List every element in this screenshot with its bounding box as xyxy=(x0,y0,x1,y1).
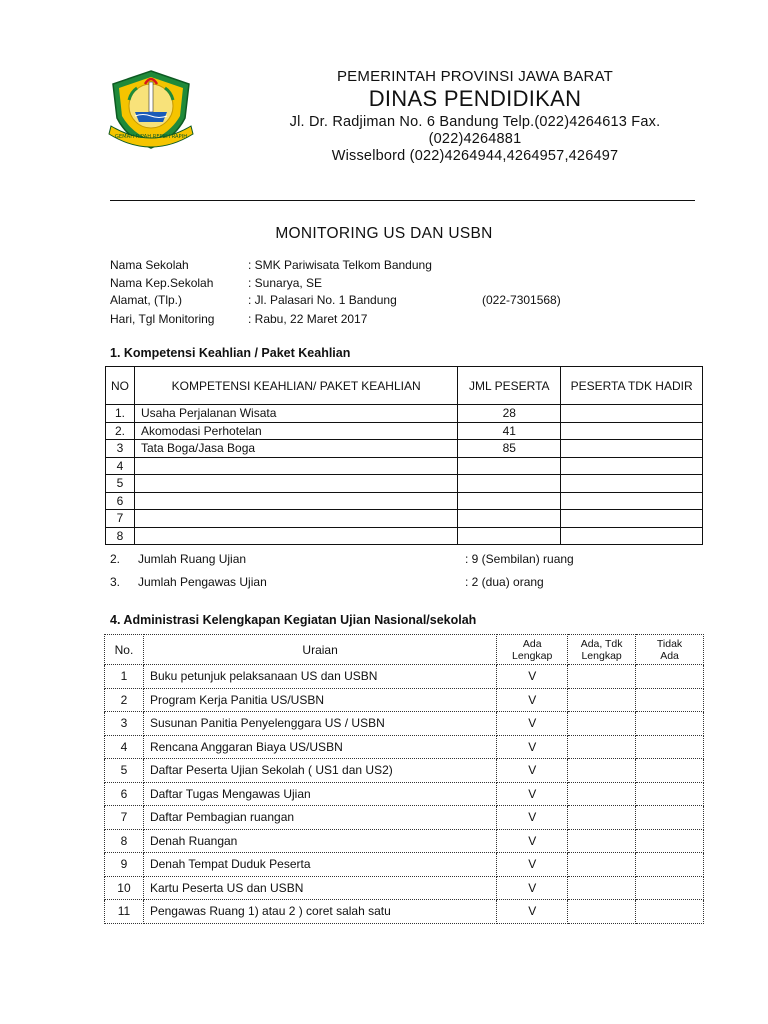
table-row xyxy=(106,457,703,475)
department-name: DINAS PENDIDIKAN xyxy=(368,86,582,111)
cell-tdk xyxy=(568,712,636,736)
cell-tidak xyxy=(636,806,704,830)
west-java-emblem-logo xyxy=(105,68,197,152)
cell-tidak xyxy=(636,735,704,759)
cell-no: 6 xyxy=(105,782,144,806)
cell-absent xyxy=(561,475,703,493)
table-header-row xyxy=(106,367,703,405)
cell-tidak xyxy=(636,876,704,900)
cell-absent xyxy=(561,405,703,423)
cell-tdk xyxy=(568,782,636,806)
cell-ada: V xyxy=(497,853,568,877)
col-header-uraian: Uraian xyxy=(143,635,496,665)
col-header-participants: JML PESERTA xyxy=(458,367,561,405)
cell-tdk xyxy=(568,665,636,689)
table-row xyxy=(105,712,704,736)
info-value: : Sunarya, SE xyxy=(248,276,323,290)
table-row xyxy=(105,853,704,877)
cell-absent xyxy=(561,457,703,475)
cell-ada: V xyxy=(497,688,568,712)
cell-ada: V xyxy=(497,665,568,689)
cell-count xyxy=(458,457,561,475)
table-row xyxy=(106,510,703,528)
info-label: Alamat, (Tlp.) xyxy=(110,293,183,307)
cell-absent xyxy=(561,492,703,510)
table-row xyxy=(106,405,703,423)
competency-table xyxy=(105,366,703,545)
table-row xyxy=(105,688,704,712)
cell-tidak xyxy=(636,712,704,736)
cell-competency xyxy=(134,475,457,493)
admin-completeness-table xyxy=(104,634,704,924)
cell-tdk xyxy=(568,735,636,759)
cell-ada: V xyxy=(497,735,568,759)
info-phone: (022-7301568) xyxy=(482,293,561,307)
cell-no: 6 xyxy=(106,492,135,510)
cell-no: 5 xyxy=(106,475,135,493)
cell-tidak xyxy=(636,853,704,877)
cell-count xyxy=(458,510,561,528)
cell-tidak xyxy=(636,665,704,689)
item-value: : 2 (dua) orang xyxy=(465,575,544,589)
cell-ada: V xyxy=(497,712,568,736)
info-label: Nama Sekolah xyxy=(110,258,189,272)
cell-tdk xyxy=(568,900,636,924)
cell-uraian: Denah Ruangan xyxy=(143,829,496,853)
table-row xyxy=(105,665,704,689)
col-header-no: NO xyxy=(106,367,135,405)
table-row xyxy=(106,527,703,545)
cell-no: 1 xyxy=(105,665,144,689)
cell-tdk xyxy=(568,876,636,900)
document-title: MONITORING US DAN USBN xyxy=(275,225,493,242)
table-row xyxy=(106,422,703,440)
col-header-ada-tdk-lengkap xyxy=(568,635,636,665)
cell-no: 5 xyxy=(105,759,144,783)
cell-no: 3 xyxy=(105,712,144,736)
section-4-title: 4. Administrasi Kelengkapan Kegiatan Ujian Nasional/sekolah xyxy=(110,613,477,627)
cell-uraian: Denah Tempat Duduk Peserta xyxy=(143,853,496,877)
cell-count: 28 xyxy=(458,405,561,423)
table-row xyxy=(106,440,703,458)
cell-no: 4 xyxy=(106,457,135,475)
cell-ada: V xyxy=(497,876,568,900)
col-header-competency: KOMPETENSI KEAHLIAN/ PAKET KEAHLIAN xyxy=(134,367,457,405)
cell-no: 7 xyxy=(106,510,135,528)
cell-uraian: Daftar Tugas Mengawas Ujian xyxy=(143,782,496,806)
header-line: Lengkap xyxy=(581,649,622,662)
item-label: Jumlah Pengawas Ujian xyxy=(138,575,267,589)
item-value: : 9 (Sembilan) ruang xyxy=(465,552,574,566)
cell-absent xyxy=(561,527,703,545)
cell-no: 11 xyxy=(105,900,144,924)
cell-tdk xyxy=(568,688,636,712)
cell-no: 8 xyxy=(106,527,135,545)
table-row xyxy=(105,829,704,853)
cell-tidak xyxy=(636,900,704,924)
cell-competency: Usaha Perjalanan Wisata xyxy=(134,405,457,423)
cell-tidak xyxy=(636,688,704,712)
table-row xyxy=(106,475,703,493)
col-header-no: No. xyxy=(105,635,144,665)
header-line: Tidak xyxy=(656,637,683,650)
cell-ada: V xyxy=(497,782,568,806)
cell-count xyxy=(458,475,561,493)
cell-absent xyxy=(561,510,703,528)
cell-uraian: Buku petunjuk pelaksanaan US dan USBN xyxy=(143,665,496,689)
cell-competency xyxy=(134,492,457,510)
cell-ada: V xyxy=(497,806,568,830)
table-row xyxy=(106,492,703,510)
cell-no: 9 xyxy=(105,853,144,877)
svg-text:GEMAH RIPAH REPEH RAPIH: GEMAH RIPAH REPEH RAPIH xyxy=(114,134,188,140)
cell-competency: Tata Boga/Jasa Boga xyxy=(134,440,457,458)
cell-absent xyxy=(561,440,703,458)
cell-ada: V xyxy=(497,759,568,783)
cell-competency xyxy=(134,510,457,528)
item-number: 3. xyxy=(110,575,121,589)
cell-tdk xyxy=(568,759,636,783)
info-label: Hari, Tgl Monitoring xyxy=(110,312,215,326)
cell-tdk xyxy=(568,806,636,830)
section-1-title: 1. Kompetensi Keahlian / Paket Keahlian xyxy=(110,346,351,360)
cell-competency xyxy=(134,457,457,475)
cell-tidak xyxy=(636,759,704,783)
cell-no: 4 xyxy=(105,735,144,759)
cell-count xyxy=(458,492,561,510)
info-value: : Rabu, 22 Maret 2017 xyxy=(248,312,368,326)
cell-count: 85 xyxy=(458,440,561,458)
cell-count: 41 xyxy=(458,422,561,440)
letterhead-divider xyxy=(110,200,695,201)
cell-tdk xyxy=(568,853,636,877)
address-line-1: Jl. Dr. Radjiman No. 6 Bandung Telp.(022)4264613 Fax. xyxy=(289,114,661,130)
cell-uraian: Kartu Peserta US dan USBN xyxy=(143,876,496,900)
cell-tidak xyxy=(636,829,704,853)
info-value: : SMK Pariwisata Telkom Bandung xyxy=(248,258,432,272)
header-line: Ada, Tdk xyxy=(580,637,623,650)
cell-uraian: Susunan Panitia Penyelenggara US / USBN xyxy=(143,712,496,736)
cell-no: 2. xyxy=(106,422,135,440)
government-name: PEMERINTAH PROVINSI JAWA BARAT xyxy=(336,68,614,85)
col-header-tidak-ada xyxy=(636,635,704,665)
col-header-absent: PESERTA TDK HADIR xyxy=(561,367,703,405)
info-label: Nama Kep.Sekolah xyxy=(110,276,214,290)
table-row xyxy=(105,876,704,900)
cell-ada: V xyxy=(497,829,568,853)
table-row xyxy=(105,782,704,806)
item-number: 2. xyxy=(110,552,121,566)
table-row xyxy=(105,900,704,924)
cell-no: 1. xyxy=(106,405,135,423)
address-line-2: (022)4264881 xyxy=(428,131,522,147)
info-value: : Jl. Palasari No. 1 Bandung xyxy=(248,293,397,307)
address-line-3: Wisselbord (022)4264944,4264957,426497 xyxy=(331,148,619,164)
cell-competency: Akomodasi Perhotelan xyxy=(134,422,457,440)
cell-ada: V xyxy=(497,900,568,924)
table-row xyxy=(105,806,704,830)
cell-uraian: Pengawas Ruang 1) atau 2 ) coret salah satu xyxy=(143,900,496,924)
cell-uraian: Daftar Peserta Ujian Sekolah ( US1 dan US2) xyxy=(143,759,496,783)
table-row xyxy=(105,759,704,783)
cell-absent xyxy=(561,422,703,440)
item-label: Jumlah Ruang Ujian xyxy=(138,552,247,566)
cell-uraian: Rencana Anggaran Biaya US/USBN xyxy=(143,735,496,759)
header-line: Ada xyxy=(522,637,542,650)
table-header-row xyxy=(105,635,704,665)
cell-count xyxy=(458,527,561,545)
cell-competency xyxy=(134,527,457,545)
cell-uraian: Program Kerja Panitia US/USBN xyxy=(143,688,496,712)
cell-no: 2 xyxy=(105,688,144,712)
header-line: Ada xyxy=(660,649,679,662)
letterhead xyxy=(255,68,695,165)
cell-tdk xyxy=(568,829,636,853)
cell-no: 7 xyxy=(105,806,144,830)
cell-no: 3 xyxy=(106,440,135,458)
table-row xyxy=(105,735,704,759)
cell-no: 10 xyxy=(105,876,144,900)
cell-uraian: Daftar Pembagian ruangan xyxy=(143,806,496,830)
col-header-ada-lengkap xyxy=(497,635,568,665)
cell-no: 8 xyxy=(105,829,144,853)
cell-tidak xyxy=(636,782,704,806)
header-line: Lengkap xyxy=(512,649,553,662)
